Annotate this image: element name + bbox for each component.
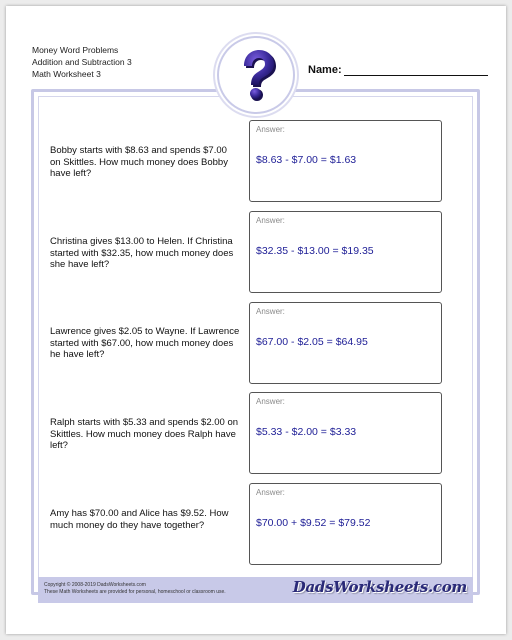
question-5: Amy has $70.00 and Alice has $9.52. How much money do they have together? [50,508,229,531]
answer-box-5[interactable] [249,483,442,565]
answer-label: Answer: [256,488,285,497]
question-mark-icon [219,38,293,112]
answer-box-3[interactable] [249,302,442,384]
question-1: Bobby starts with $8.63 and spends $7.00 on Skittles. How much money does Bobby have left? [50,145,228,179]
worksheet-number: Math Worksheet 3 [32,69,101,79]
question-2: Christina gives $13.00 to Helen. If Christina started with $32.35, how much money does she have left? [50,236,234,270]
answer-text: $67.00 - $2.05 = $64.95 [256,336,368,348]
question-3: Lawrence gives $2.05 to Wayne. If Lawrence started with $67.00, how much money does he have left? [50,326,240,360]
usage-line: These Math Worksheets are provided for personal, homeschool or classroom use. [44,588,226,595]
copyright-notice [44,582,226,595]
answer-text: $70.00 + $9.52 = $79.52 [256,517,371,529]
answer-text: $32.35 - $13.00 = $19.35 [256,245,374,257]
answer-label: Answer: [256,125,285,134]
answer-label: Answer: [256,397,285,406]
name-label: Name: [308,64,342,76]
footer-band [38,577,473,603]
name-field [308,64,488,76]
answer-box-1[interactable] [249,120,442,202]
answer-box-4[interactable] [249,392,442,474]
dadsworksheets-logo[interactable]: DadsWorksheets.com [292,578,467,596]
worksheet-subtitle: Addition and Subtraction 3 [32,57,132,67]
answer-box-2[interactable] [249,211,442,293]
copyright-line: Copyright © 2008-2019 DadsWorksheets.com [44,582,146,588]
answer-text: $5.33 - $2.00 = $3.33 [256,426,357,438]
name-line[interactable] [344,64,488,76]
worksheet-header [32,44,132,80]
worksheet-title: Money Word Problems [32,45,119,55]
answer-label: Answer: [256,307,285,316]
answer-label: Answer: [256,216,285,225]
answer-text: $8.63 - $7.00 = $1.63 [256,154,357,166]
question-4: Ralph starts with $5.33 and spends $2.00 on Skittles. How much money does Ralph have left? [50,417,239,451]
